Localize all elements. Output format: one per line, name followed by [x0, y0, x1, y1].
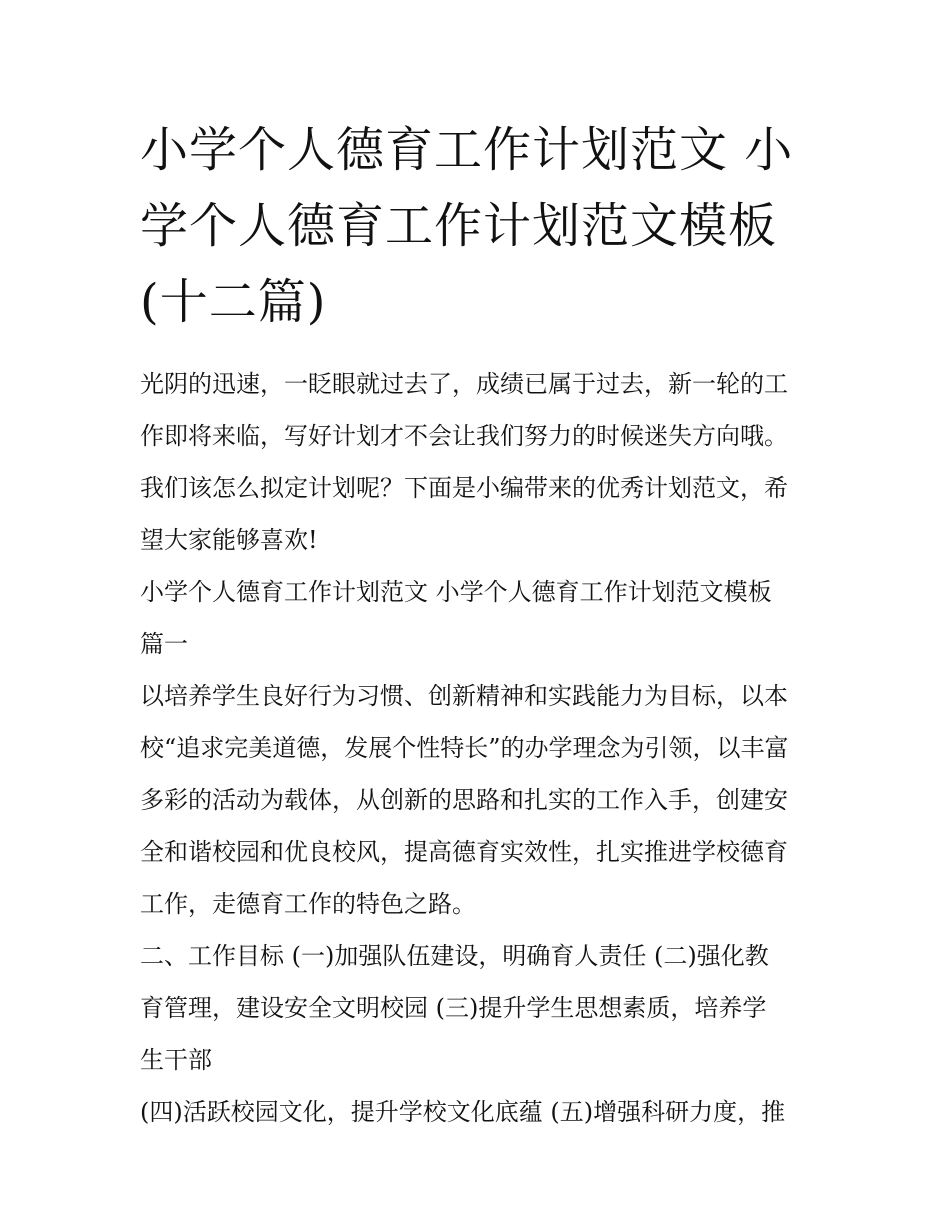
- title-line: 小学个人德育工作计划范文 小: [140, 122, 794, 178]
- intro-line: 我们该怎么拟定计划呢？下面是小编带来的优秀计划范文，希: [140, 474, 788, 502]
- paragraph-line: 校“追求完美道德，发展个性特长”的办学理念为引领，以丰富: [140, 734, 789, 762]
- goals-line: 育管理，建设安全文明校园 (三)提升学生思想素质，培养学: [140, 994, 767, 1022]
- section-heading-line: 篇一: [140, 630, 188, 658]
- paragraph-line: 多彩的活动为载体，从创新的思路和扎实的工作入手，创建安: [140, 786, 788, 814]
- goals-line: 二、工作目标 (一)加强队伍建设，明确育人责任 (二)强化教: [140, 942, 769, 970]
- section-heading-line: 小学个人德育工作计划范文 小学个人德育工作计划范文模板: [140, 578, 772, 606]
- title-line: 学个人德育工作计划范文模板: [140, 198, 778, 254]
- intro-line: 望大家能够喜欢!: [140, 526, 318, 554]
- paragraph-line: 全和谐校园和优良校风，提高德育实效性，扎实推进学校德育: [140, 838, 788, 866]
- intro-line: 光阴的迅速，一眨眼就过去了，成绩已属于过去，新一轮的工: [140, 370, 788, 398]
- paragraph-line: 工作，走德育工作的特色之路。: [140, 890, 476, 918]
- paragraph-line: 以培养学生良好行为习惯、创新精神和实践能力为目标，以本: [140, 682, 788, 710]
- document-title: [140, 112, 820, 340]
- goals-line: 生干部: [140, 1046, 212, 1074]
- title-line: (十二篇): [140, 274, 327, 330]
- intro-line: 作即将来临，写好计划才不会让我们努力的时候迷失方向哦。: [140, 422, 788, 450]
- goals-line: (四)活跃校园文化，提升学校文化底蕴 (五)增强科研力度，推: [140, 1098, 786, 1126]
- document-body: [140, 358, 820, 1138]
